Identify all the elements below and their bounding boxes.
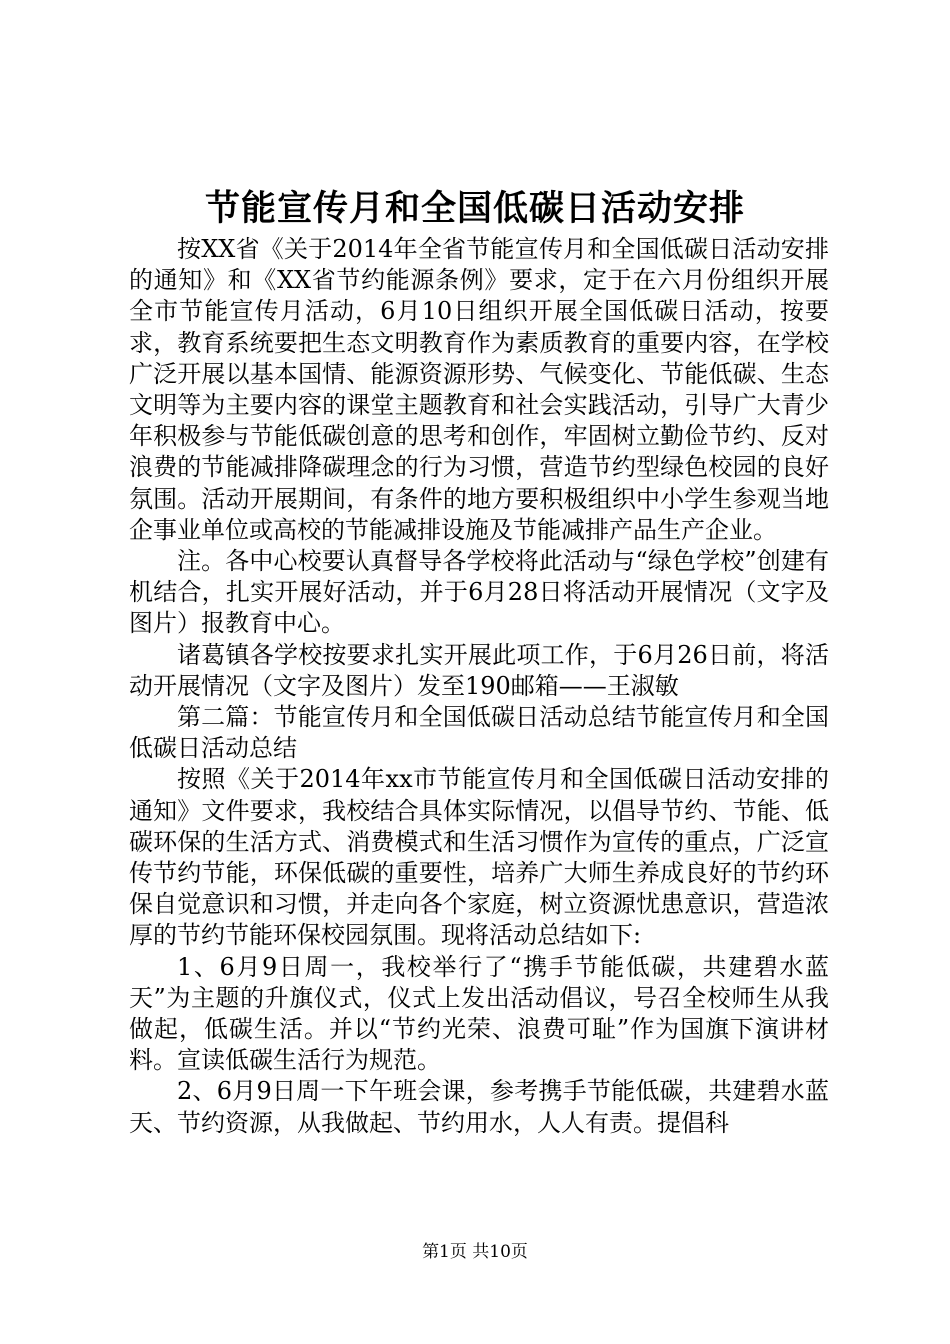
paragraph-6: 1、6月9日周一，我校举行了“携手节能低碳，共建碧水蓝天”为主题的升旗仪式，仪式上发出活动倡议，号召全校师生从我做起，低碳生活。并以“节约光荣、浪费可耻”作为国旗下演讲材料。宣读低碳生活行为规范。: [129, 952, 829, 1075]
paragraph-2: 注。各中心校要认真督导各学校将此活动与“绿色学校”创建有机结合，扎实开展好活动，并于6月28日将活动开展情况（文字及图片）报教育中心。: [129, 547, 829, 638]
paragraph-5: 按照《关于2014年xx市节能宣传月和全国低碳日活动安排的通知》文件要求，我校结合具体实际情况，以倡导节约、节能、低碳环保的生活方式、消费模式和生活习惯作为宣传的重点，广泛宣传节约节能，环保低碳的重要性，培养广大师生养成良好的节约环保自觉意识和习惯，并走向各个家庭，树立资源忧患意识，营造浓厚的节约节能环保校园氛围。现将活动总结如下:: [129, 765, 829, 950]
paragraph-4: 第二篇：节能宣传月和全国低碳日活动总结节能宣传月和全国低碳日活动总结: [129, 703, 829, 763]
page-footer: 第1页 共10页: [422, 1242, 528, 1262]
document-body: [129, 234, 829, 1139]
document-title: 节能宣传月和全国低碳日活动安排: [204, 188, 745, 229]
paragraph-7: 2、6月9日周一下午班会课，参考携手节能低碳，共建碧水蓝天、节约资源，从我做起、节约用水，人人有责。提倡科: [129, 1077, 829, 1137]
paragraph-1: 按XX省《关于2014年全省节能宣传月和全国低碳日活动安排的通知》和《XX省节约能源条例》要求，定于在六月份组织开展全市节能宣传月活动，6月10日组织开展全国低碳日活动，按要求，教育系统要把生态文明教育作为素质教育的重要内容，在学校广泛开展以基本国情、能源资源形势、气候变化、节能低碳、生态文明等为主要内容的课堂主题教育和社会实践活动，引导广大青少年积极参与节能低碳创意的思考和创作，牢固树立勤俭节约、反对浪费的节能减排降碳理念的行为习惯，营造节约型绿色校园的良好氛围。活动开展期间，有条件的地方要积极组织中小学生参观当地企事业单位或高校的节能减排设施及节能减排产品生产企业。: [129, 235, 829, 544]
paragraph-3: 诸葛镇各学校按要求扎实开展此项工作，于6月26日前，将活动开展情况（文字及图片）发至190邮箱——王淑敏: [129, 640, 829, 700]
